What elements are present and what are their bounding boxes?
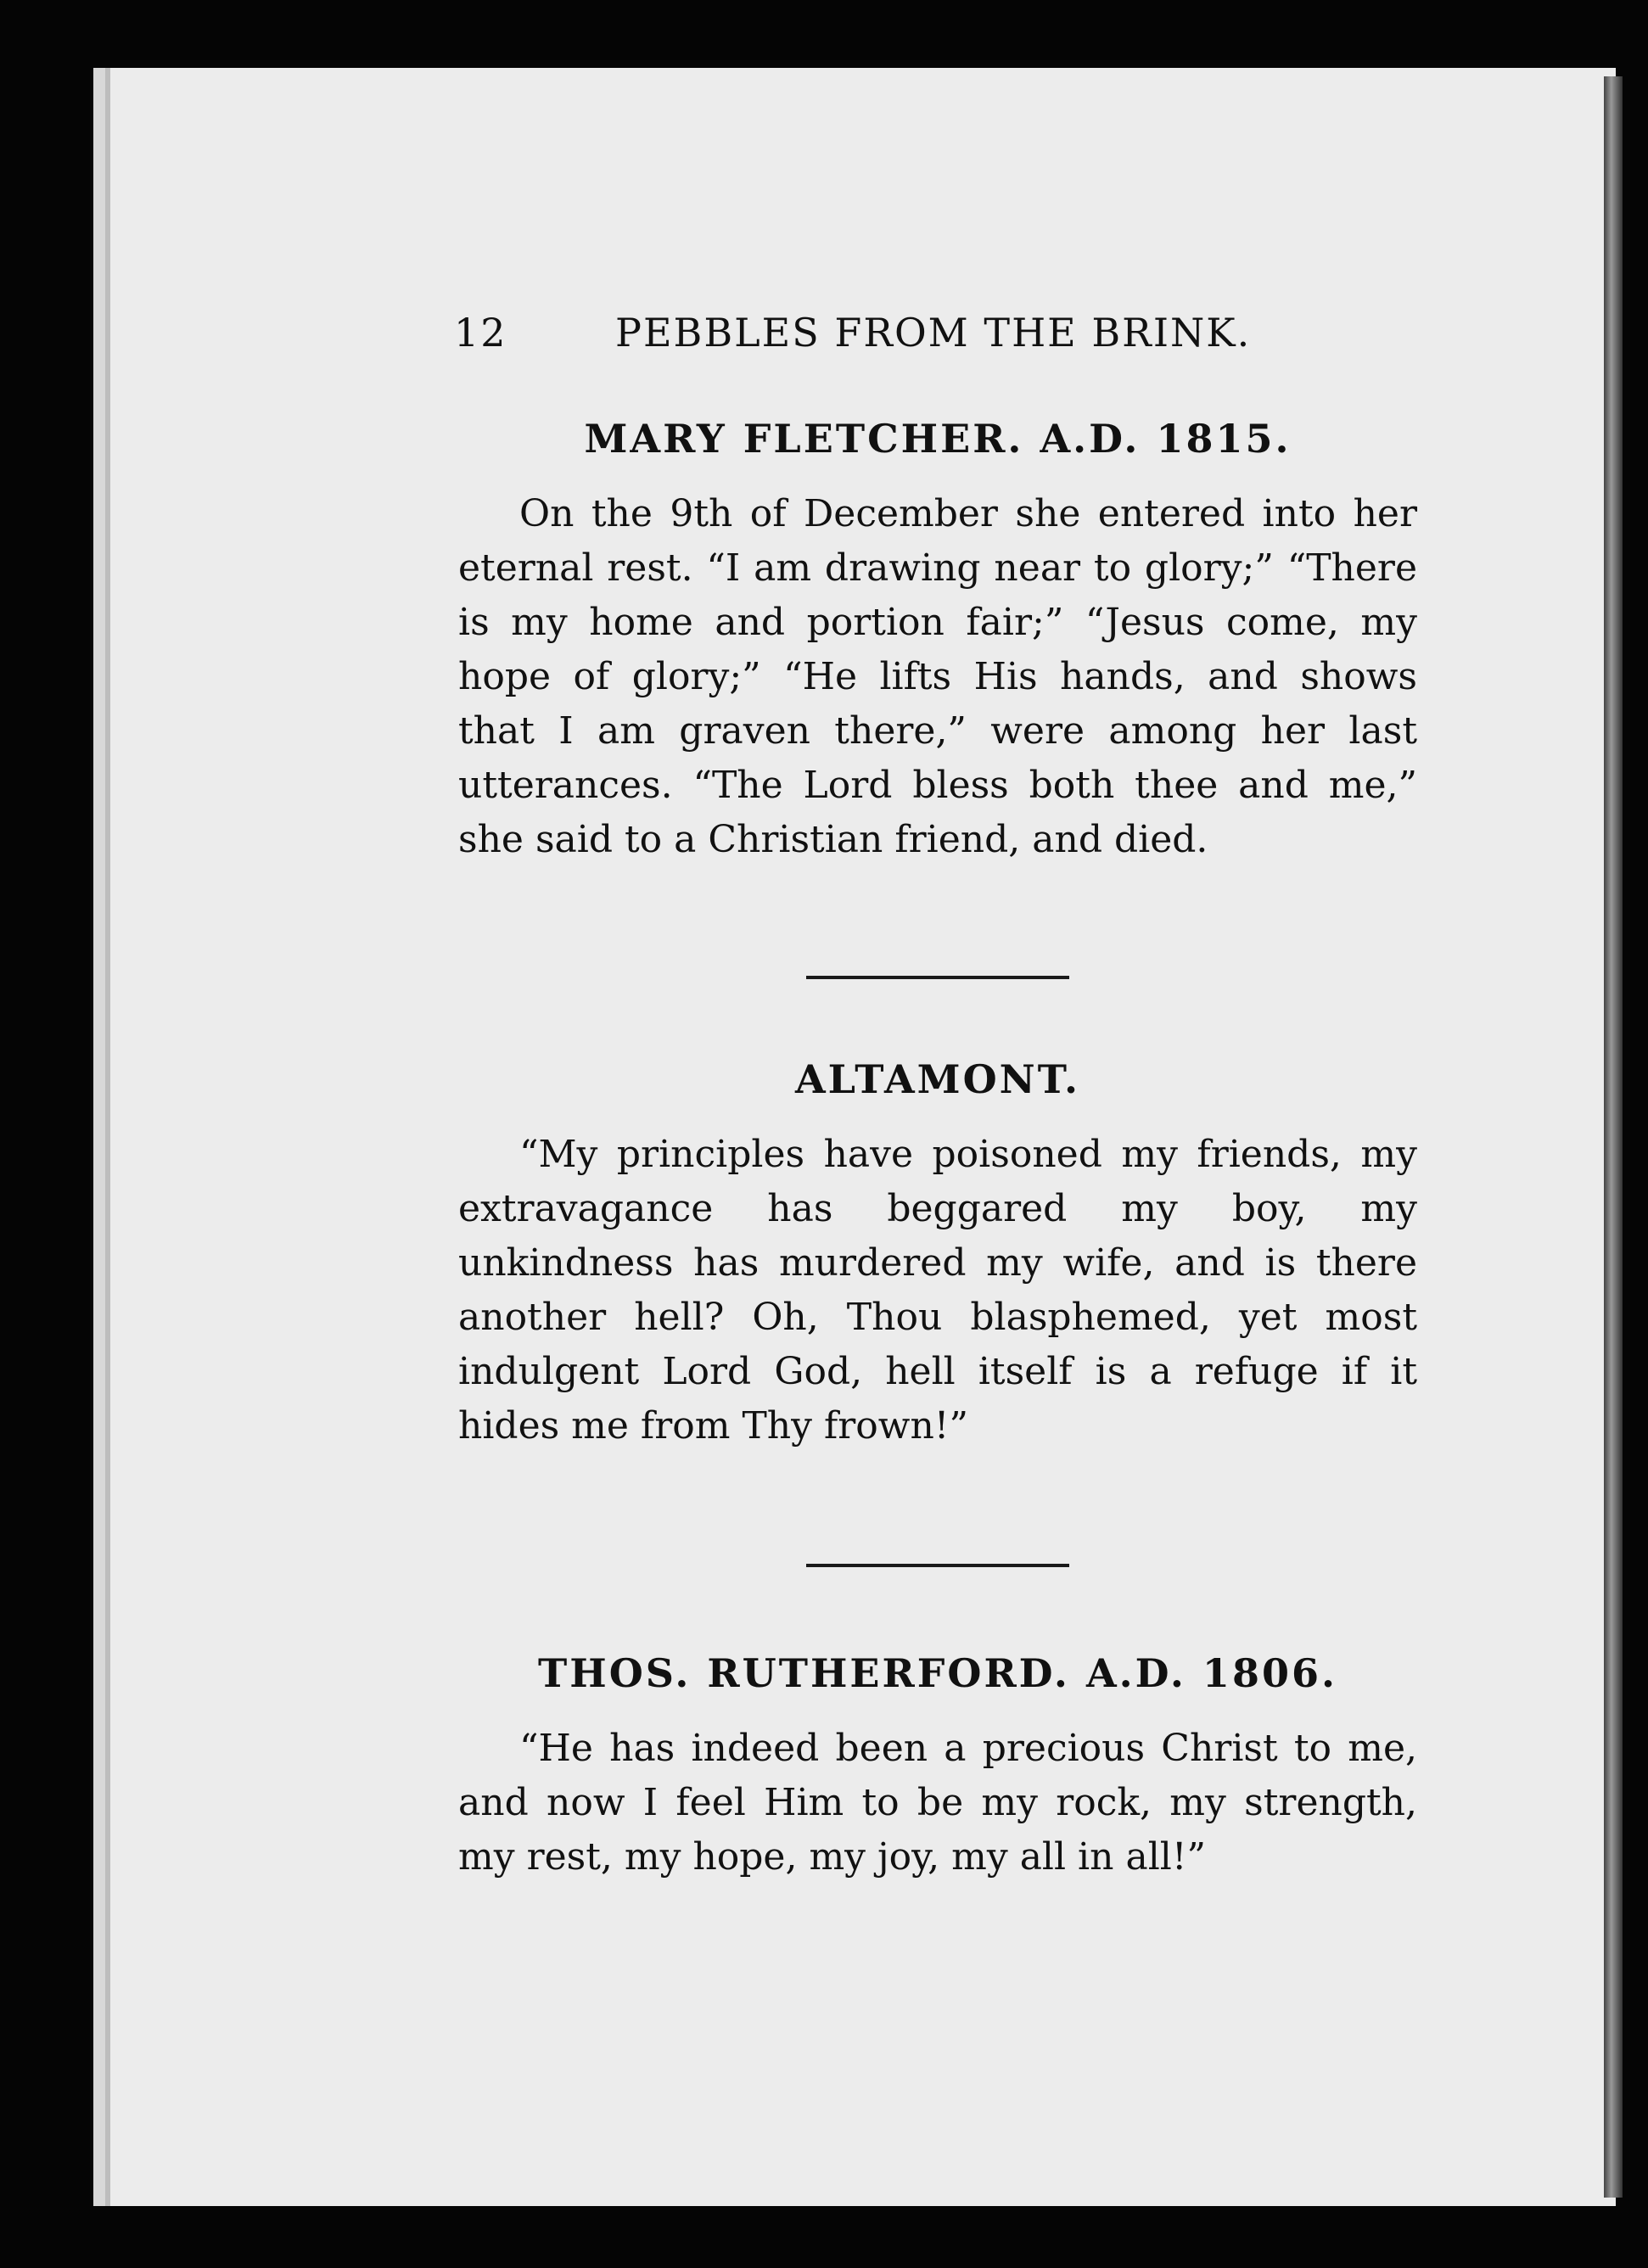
section-divider <box>806 976 1069 979</box>
section-text: On the 9th of December she entered into her eternal rest. “I am drawing near to glory;” “There is my home and portion fair;” “Jesus come, my hope of glory;” “He lifts His hands, and shows that I am graven there,” were among her last utterances. “The Lord bless both thee and me,” she said to a Christian friend, and died. <box>458 492 1417 861</box>
running-head <box>454 310 1252 356</box>
section-heading: THOS. RUTHERFORD. A.D. 1806. <box>538 1650 1337 1696</box>
section-heading: ALTAMONT. <box>794 1056 1081 1102</box>
section-rutherford <box>458 1650 1417 1884</box>
section-heading: MARY FLETCHER. A.D. 1815. <box>584 416 1292 462</box>
section-text: “My principles have poisoned my friends, my extravagance has beggared my boy, my unkindness has murdered my wife, and is there another hell? Oh, Thou blasphemed, yet most indulgent Lord God, hell itself is a refuge if it hides me from Thy frown!” <box>458 1133 1417 1448</box>
section-text: “He has indeed been a precious Christ to me, and now I feel Him to be my rock, my strength, my rest, my hope, my joy, my all in all!” <box>458 1727 1417 1879</box>
section-divider <box>806 1564 1069 1567</box>
page-edge-shadow <box>1604 76 1623 2198</box>
page-number: 12 <box>454 310 507 356</box>
running-title: PEBBLES FROM THE BRINK. <box>615 310 1252 356</box>
section-mary-fletcher <box>458 416 1417 867</box>
section-altamont <box>458 1056 1417 1453</box>
